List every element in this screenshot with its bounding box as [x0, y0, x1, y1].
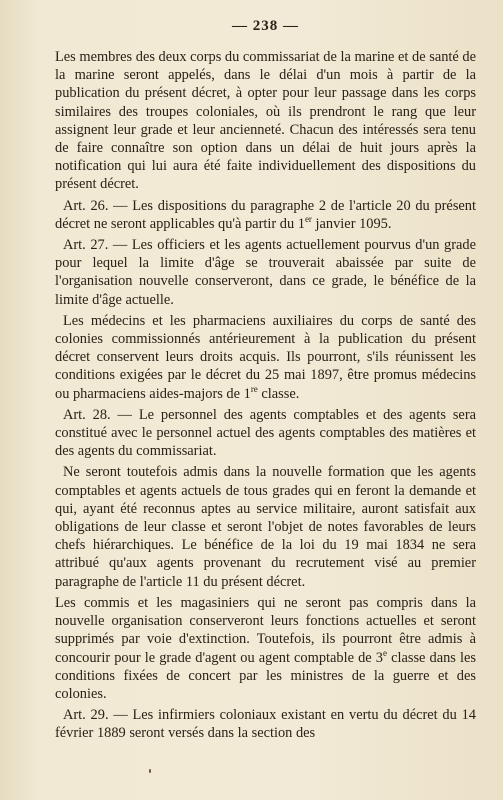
- paragraph-article-29: Art. 29. — Les infirmiers coloniaux existant en vertu du décret du 14 février 1889 seront versés dans la section des: [55, 707, 476, 742]
- paragraph-article-27: Art. 27. — Les officiers et les agents actuellement pourvus d'un grade pour lequel la limite d'âge se trouverait abaissée par suite de l'organisation nouvelle conserveront, dans ce grade, le bénéfice de la limite d'âge actuelle.: [55, 237, 476, 308]
- body-text: [55, 48, 476, 743]
- paragraph-admission-conditions: Ne seront toutefois admis dans la nouvelle formation que les agents comptables et agents actuels de tous grades qui en feront la demande et qui, ayant été reconnus aptes au service militaire, auront satisfait aux obligations de leur classe et seront l'objet de notes favorables de leurs chefs hiérarchiques. Le bénéfice de la loi du 19 mai 1834 ne sera attribué qu'aux agents provenant du recrutement visé au premier paragraphe de l'article 11 du présent décret.: [55, 464, 476, 590]
- paragraph-option-commissariat: Les membres des deux corps du commissariat de la marine et de santé de la marine seront appelés, dans le délai d'un mois à partir de la publication du présent décret, à opter pour leur passage dans les corps similaires des troupes coloniales, où ils prendront le rang que leur assignent leur grade et leur ancienneté. Chacun des intéressés sera tenu de faire connaître son option dans un délai de huit jours après la notification qui lui aura été faite individuellement des dispositions du présent décret.: [55, 49, 476, 193]
- medecins-superscript: re: [250, 383, 258, 394]
- article-26-text-end: janvier 1095.: [311, 215, 392, 232]
- paragraph-commis-magasiniers: [55, 594, 476, 703]
- medecins-text-end: classe.: [257, 385, 300, 402]
- paragraph-article-26: [55, 197, 476, 233]
- page-number: — 238 —: [232, 18, 299, 34]
- commis-text-end: classe dans les conditions fixées de concert par les ministres de la guerre et des colonies.: [55, 649, 476, 702]
- commis-text: Les commis et les magasiniers qui ne seront pas compris dans la nouvelle organisation conserveront leurs fonctions actuelles et seront supprimés par voie d'extinction. Toutefois, ils pourront être admis à concourir pour le grade d'agent ou agent comptable de 3: [55, 594, 476, 666]
- commis-superscript: e: [382, 647, 387, 658]
- medecins-text: Les médecins et les pharmaciens auxiliaires du corps de santé des colonies commissionnés antérieurement à la publication du présent décret conservent leurs droits acquis. Ils pourront, s'ils réunissent les conditions exigées par le décret du 25 mai 1897, être promus médecins ou pharmaciens aides-majors de 1: [55, 312, 476, 402]
- paper-speck: [149, 769, 151, 773]
- paragraph-article-28: Art. 28. — Le personnel des agents comptables et des agents sera constitué avec le personnel actuel des agents comptables des matières et des agents du commissariat.: [55, 406, 476, 460]
- paragraph-medecins-pharmaciens: [55, 312, 476, 403]
- article-26-superscript: er: [304, 214, 312, 225]
- article-26-text: Art. 26. — Les dispositions du paragraphe 2 de l'article 20 du présent décret ne seront applicables qu'à partir du 1: [55, 197, 476, 232]
